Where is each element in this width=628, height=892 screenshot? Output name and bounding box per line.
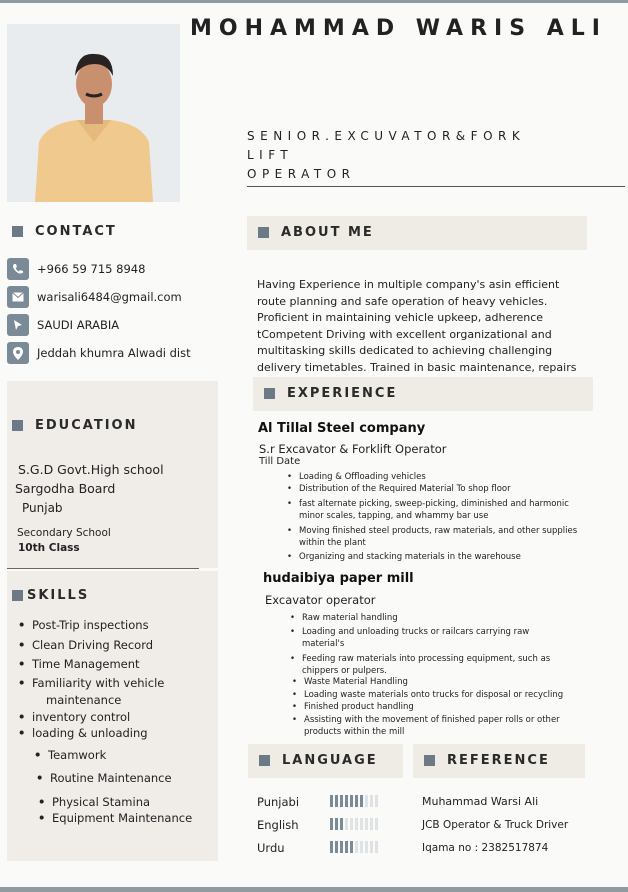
cursor-icon	[7, 314, 29, 336]
reference-position: JCB Operator & Truck Driver	[422, 819, 569, 831]
level-segment	[355, 818, 358, 830]
level-segment	[360, 795, 363, 807]
level-segment	[365, 818, 368, 830]
level-segment	[375, 841, 378, 853]
job-title: Excavator operator	[265, 593, 376, 607]
language-name: Urdu	[257, 841, 285, 855]
level-segment	[370, 795, 373, 807]
education-board: Sargodha Board	[15, 481, 116, 496]
job-bullet: • Loading and unloading trucks or railcars carrying raw material's	[302, 627, 562, 650]
level-segment	[360, 841, 363, 853]
level-segment	[345, 841, 348, 853]
square-icon	[12, 420, 23, 431]
skills-heading: SKILLS	[12, 588, 89, 603]
level-segment	[335, 818, 338, 830]
job-bullet: • Finished product handling	[304, 702, 594, 714]
language-level-bar	[330, 795, 378, 807]
level-segment	[345, 818, 348, 830]
reference-name: Muhammad Warsi Ali	[422, 795, 539, 808]
square-icon	[258, 227, 269, 238]
skill-item: • Teamwork	[48, 748, 106, 762]
job-bullet: • Distribution of the Required Material To shop floor	[299, 484, 589, 496]
skill-item: • Equipment Maintenance	[52, 811, 192, 825]
language-level-bar	[330, 841, 378, 853]
about-text: Having Experience in multiple company's asin efficient route planning and safe operation of heavy vehicles. Proficient in maintaining vehicle upkeep, adherence tCompetent Driving with excellent organizational and multitasking skills dedicated to achieving challenging delivery timetables. Trained in basic maintenance, repairs	[257, 278, 577, 374]
square-icon	[264, 388, 275, 399]
about-heading: ABOUT ME	[258, 225, 374, 240]
skill-item: • loading & unloading	[32, 726, 148, 740]
level-segment	[350, 795, 353, 807]
company-name: hudaibiya paper mill	[263, 571, 414, 586]
job-title: S.r Excavator & Forklift Operator	[259, 442, 447, 456]
education-heading: EDUCATION	[12, 418, 137, 433]
job-bullet: • fast alternate picking, sweep-picking, diminished and harmonic minor scales, tapping, and whammy bar use	[299, 499, 589, 522]
level-segment	[360, 818, 363, 830]
language-name: Punjabi	[257, 795, 300, 809]
language-name: English	[257, 818, 299, 832]
level-segment	[375, 795, 378, 807]
job-role: SENIOR.EXCUVATOR&FORK LIFT OPERATOR	[247, 129, 526, 181]
level-segment	[370, 818, 373, 830]
level-segment	[355, 841, 358, 853]
job-bullet: • Loading & Offloading vehicles	[299, 472, 589, 484]
level-segment	[340, 795, 343, 807]
education-level: Secondary School	[17, 527, 111, 539]
contact-address: Jeddah khumra Alwadi dist	[7, 341, 191, 365]
job-bullet: • Assisting with the movement of finished paper rolls or other products within the mill	[304, 715, 584, 738]
job-bullet: • Feeding raw materials into processing equipment, such as chippers or pulpers.	[302, 654, 572, 677]
job-bullet: • Moving finished steel products, raw materials, and other supplies within the plant	[299, 526, 589, 549]
company-name: Al Tillal Steel company	[258, 421, 426, 436]
level-segment	[345, 795, 348, 807]
level-segment	[350, 818, 353, 830]
level-segment	[330, 795, 333, 807]
level-segment	[365, 841, 368, 853]
level-segment	[365, 795, 368, 807]
contact-heading: CONTACT	[12, 224, 117, 239]
education-class: 10th Class	[18, 542, 80, 554]
language-level-bar	[330, 818, 378, 830]
phone-icon	[7, 258, 29, 280]
level-segment	[375, 818, 378, 830]
square-icon	[424, 755, 435, 766]
square-icon	[12, 590, 23, 601]
skill-item: • Time Management	[32, 657, 140, 671]
job-period: Till Date	[259, 456, 301, 467]
skill-item: • Post-Trip inspections	[32, 618, 149, 632]
contact-country: SAUDI ARABIA	[7, 313, 119, 337]
education-province: Punjab	[22, 501, 63, 515]
square-icon	[259, 755, 270, 766]
header-divider	[247, 186, 625, 187]
section-divider	[7, 568, 199, 569]
mail-icon	[7, 286, 29, 308]
skill-item-continued: maintenance	[46, 693, 122, 707]
level-segment	[335, 795, 338, 807]
reference-iqama: Iqama no : 2382517874	[422, 842, 549, 854]
bottom-border	[0, 887, 628, 892]
level-segment	[340, 818, 343, 830]
top-border	[0, 0, 628, 3]
level-segment	[355, 795, 358, 807]
job-bullet: • Waste Material Handling	[304, 677, 594, 689]
skill-item: • Clean Driving Record	[32, 638, 153, 652]
job-bullet: • Raw material handling	[302, 613, 592, 625]
candidate-name: MOHAMMAD WARIS ALI	[190, 16, 607, 41]
contact-phone: +966 59 715 8948	[7, 257, 145, 281]
level-segment	[335, 841, 338, 853]
education-school: S.G.D Govt.High school	[18, 462, 164, 477]
experience-heading: EXPERIENCE	[264, 386, 397, 401]
skill-item: • Physical Stamina	[52, 795, 150, 809]
job-bullet: • Organizing and stacking materials in the warehouse	[299, 552, 589, 564]
language-heading: LANGUAGE	[259, 753, 378, 768]
skill-item: • Familiarity with vehicle	[32, 676, 164, 690]
square-icon	[12, 226, 23, 237]
level-segment	[350, 841, 353, 853]
level-segment	[330, 841, 333, 853]
contact-email: warisali6484@gmail.com	[7, 285, 182, 309]
level-segment	[340, 841, 343, 853]
skill-item: • inventory control	[32, 710, 130, 724]
level-segment	[370, 841, 373, 853]
level-segment	[330, 818, 333, 830]
location-icon	[7, 342, 29, 364]
job-bullet: • Loading waste materials onto trucks for disposal or recycling	[304, 690, 594, 702]
skill-item: • Routine Maintenance	[50, 771, 172, 785]
profile-photo	[7, 24, 180, 202]
reference-heading: REFERENCE	[424, 753, 550, 768]
